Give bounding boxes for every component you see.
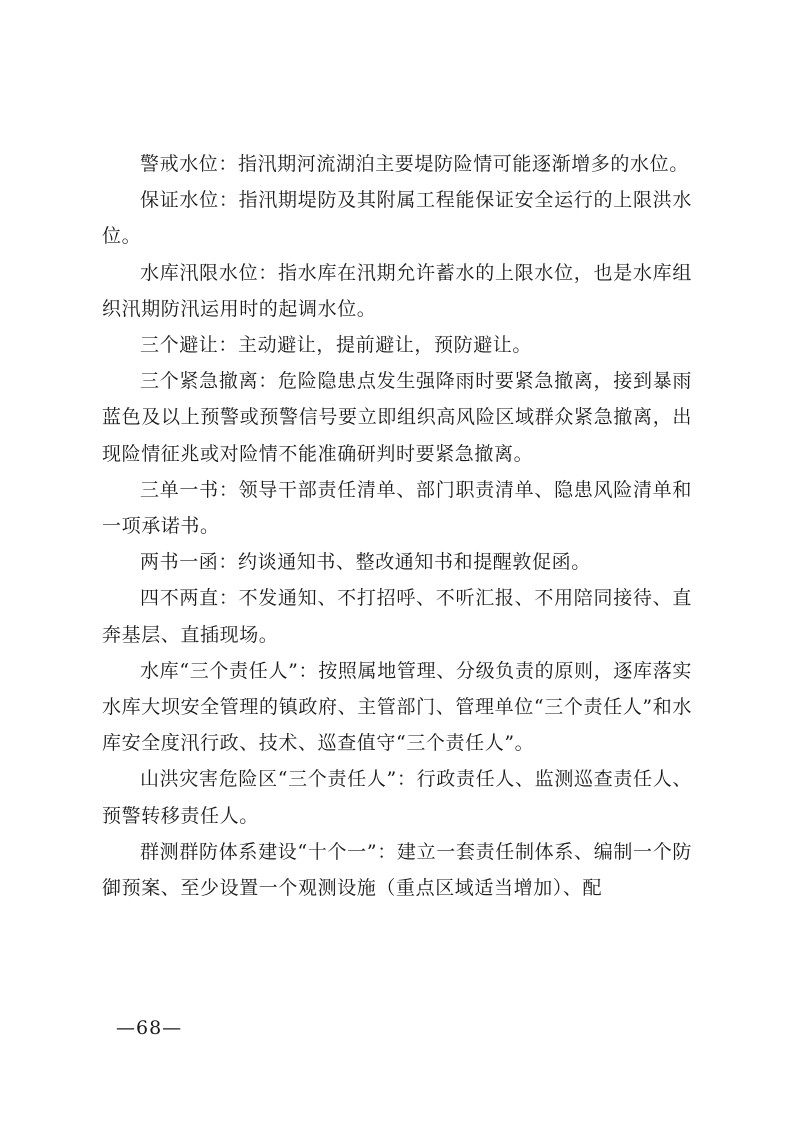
paragraph-three-emergency-evacuations: 三个紧急撤离：危险隐患点发生强降雨时要紧急撤离，接到暴雨蓝色及以上预警或预警信号要立即组织高风险区域群众紧急撤离，出现险情征兆或对险情不能准确研判时要紧急撤离。 [102, 370, 692, 465]
page-number: —68— [116, 1017, 183, 1039]
paragraph-flash-flood-three-responsible-persons: 山洪灾害危险区“三个责任人”：行政责任人、监测巡查责任人、预警转移责任人。 [102, 768, 692, 827]
paragraph-warning-water-level: 警戒水位：指汛期河流湖泊主要堤防险情可能逐渐增多的水位。 [140, 153, 689, 175]
paragraph-reservoir-three-responsible-persons: 水库“三个责任人”：按照属地管理、分级负责的原则，逐库落实水库大坝安全管理的镇政府、主管部门、管理单位“三个责任人”和水库安全度汛行政、技术、巡查值守“三个责任人”。 [102, 659, 692, 755]
paragraph-reservoir-flood-limit-level: 水库汛限水位：指水库在汛期允许蓄水的上限水位，也是水库组织汛期防汛运用时的起调水位。 [102, 261, 692, 320]
paragraph-four-nos-two-directs: 四不两直：不发通知、不打招呼、不听汇报、不用陪同接待、直奔基层、直插现场。 [102, 587, 692, 646]
paragraph-two-notices-one-letter: 两书一函：约谈通知书、整改通知书和提醒敦促函。 [140, 551, 591, 574]
document-body [102, 146, 692, 906]
paragraph-three-avoidances: 三个避让：主动避让，提前避让，预防避让。 [140, 334, 533, 357]
paragraph-three-lists-one-pledge: 三单一书：领导干部责任清单、部门职责清单、隐患风险清单和一项承诺书。 [102, 478, 692, 538]
paragraph-ten-ones: 群测群防体系建设“十个一”：建立一套责任制体系、编制一个防御预案、至少设置一个观测设施（重点区域适当增加）、配 [102, 840, 692, 900]
paragraph-guaranteed-water-level: 保证水位：指汛期堤防及其附属工程能保证安全运行的上限洪水位。 [102, 189, 692, 248]
